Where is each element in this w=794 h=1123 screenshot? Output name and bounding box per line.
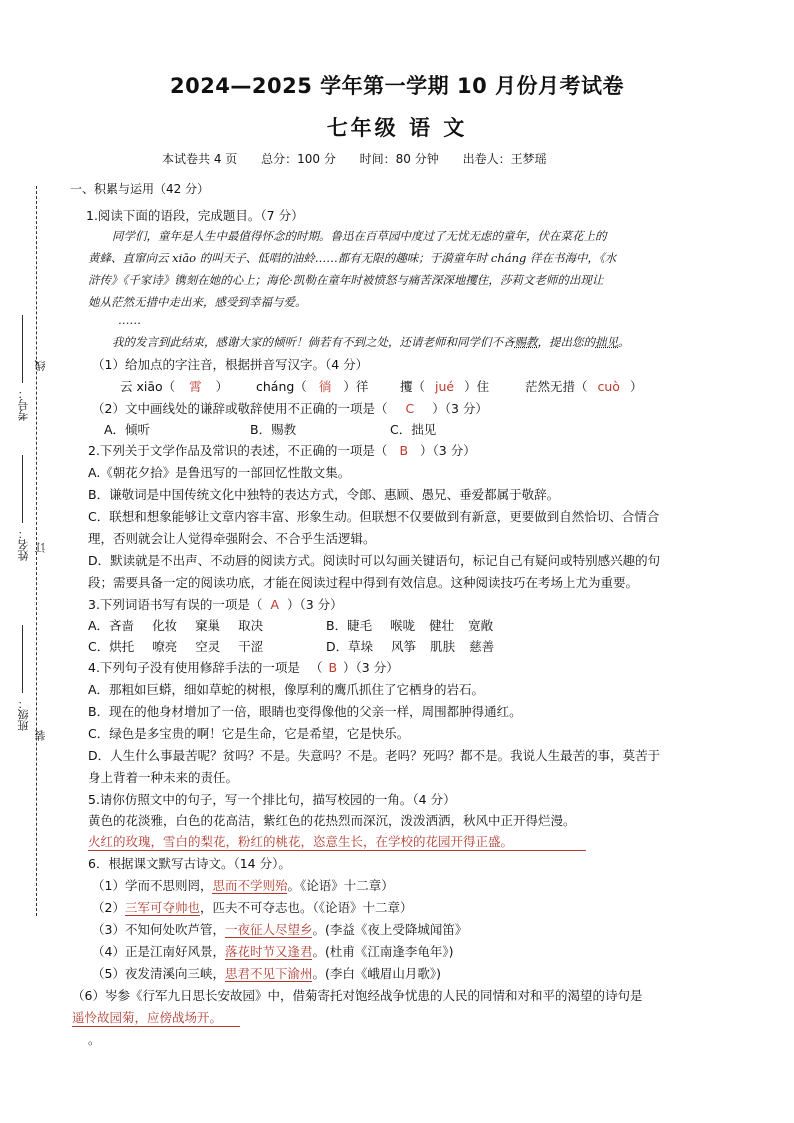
binding-zhuang: 装	[34, 730, 47, 741]
q6-line-6: （6）岑参《行军九日思长安故园》中，借菊寄托对饱经战争忧患的人民的同情和对和平的渴望的诗句是	[72, 988, 643, 1003]
answer-chang: 徜	[318, 379, 332, 394]
q1-passage-2: 黄蜂、直窜向云 xiāo 的叫天子、低唱的油蛉……都有无限的趣味；于漪童年时 cháng 徉在书海中，《水	[88, 251, 617, 265]
q1-option-c: C．拙见	[390, 422, 437, 437]
q6-line-1: （1）学而不思则罔，思而不学则殆。《论语》十二章）	[92, 878, 394, 893]
q1-ellipsis: ……	[118, 313, 141, 327]
answer-q6-2: 三军可夺帅也	[124, 900, 200, 915]
q3-option-d: D．草垛 风筝 肌肤 慈善	[326, 639, 495, 654]
q6-end-mark: 。	[88, 1032, 101, 1047]
q4-option-c: C．绿色是多宝贵的啊！它是生命，它是希望，它是快乐。	[88, 726, 410, 741]
page-count: 本试卷共 4 页	[162, 152, 238, 166]
q6-line-4: （4）正是江南好风景，落花时节又逢君。(杜甫《江南逢李龟年》)	[92, 944, 454, 959]
answer-xiao: 霄	[189, 379, 202, 394]
q6-line-2: （2）三军可夺帅也，匹夫不可夺志也。（《论语》十二章）	[92, 900, 413, 915]
exam-info	[162, 150, 567, 167]
pinyin-row-4: 茫然无措（ cuò ）	[525, 379, 643, 394]
q2-option-d-1: D．默读就是不出声、不动唇的阅读方式。阅读时可以勾画关键语句，标记自己有疑问或特别感兴趣的句	[88, 553, 661, 568]
answer-cuo: cuò	[597, 379, 620, 394]
section-heading: 一、积累与运用（42 分）	[70, 182, 210, 196]
q4-option-d-2: 身上背着一种未来的责任。	[88, 770, 239, 785]
q2-option-d-2: 段；需要具备一定的阅读功底，才能在阅读过程中得到有效信息。这种阅读技巧在考场上尤为重要。	[88, 575, 639, 590]
q2-option-a: A.《朝花夕拾》是鲁迅写的一部回忆性散文集。	[88, 465, 351, 480]
q5-stem: 5.请你仿照文中的句子，写一个排比句，描写校园的一角。（4 分）	[88, 792, 456, 807]
q6-line-5: （5）夜发清溪向三峡，思君不见下渝州。(李白《峨眉山月歌》)	[92, 966, 441, 981]
q3-option-c: C．烘托 嘹亮 空灵 干涩	[88, 639, 264, 654]
answer-q2: B	[399, 443, 409, 458]
q4-option-a: A．那粗如巨蟒，细如草蛇的树根，像厚利的鹰爪抓住了它栖身的岩石。	[88, 682, 485, 697]
q1-stem: 1.阅读下面的语段，完成题目。（7 分）	[86, 208, 304, 223]
q1-passage-3: 浒传》《千家诗》镌刻在她的心上；海伦·凯勒在童年时被愤怒与痛苦深深地攫住，莎莉文老师的出现让	[88, 273, 604, 287]
q1-passage-4: 她从茫然无措中走出来，感受到幸福与爱。	[88, 295, 307, 309]
underlined-cijiao: 赐教	[514, 335, 538, 349]
pinyin-row-3: 攫（ jué ）住	[400, 379, 490, 394]
q1-sub1: （1）给加点的字注音，根据拼音写汉字。（4 分）	[92, 357, 369, 372]
binding-xian: 线	[34, 360, 47, 371]
exam-subtitle: 七年级 语 文	[326, 116, 468, 140]
answer-q6-1: 思而不学则殆	[212, 878, 288, 893]
time-limit: 时间：80 分钟	[359, 152, 439, 166]
q6-stem: 6．根据课文默写古诗文。（14 分）。	[88, 856, 291, 871]
answer-q6-6: 遥怜故园菊，应傍战场开。	[72, 1008, 240, 1027]
answer-jue: jué	[435, 379, 455, 394]
label-xingming: 姓名：	[17, 528, 30, 561]
total-score: 总分：100 分	[261, 152, 336, 166]
exam-title: 2024—2025 学年第一学期 10 月份月考试卷	[169, 74, 625, 98]
pinyin-row-2: cháng（ 徜 ）徉	[256, 379, 369, 394]
answer-q3: A	[270, 597, 279, 612]
xingming-line	[22, 455, 23, 523]
label-kaohao: 考号：	[17, 388, 30, 421]
q3-stem: 3.下列词语书写有误的一项是（ A ）（3 分）	[88, 597, 343, 612]
q4-option-d-1: D．人生什么事最苦呢？贫吗？不是。失意吗？不是。老吗？死吗？都不是。我说人生最苦的事，莫苦于	[88, 748, 661, 763]
pinyin-row-1: 云 xiāo（ 霄 ）	[120, 379, 229, 394]
answer-q1-2: C	[405, 401, 415, 416]
answer-q4: B	[328, 660, 338, 675]
q3-option-a: A．吝啬 化妆 窠巢 取决	[88, 618, 264, 633]
q4-option-b: B．现在的他身材增加了一倍，眼睛也变得像他的父亲一样，周围都肿得通红。	[88, 704, 522, 719]
binding-ding: 订	[34, 542, 47, 553]
q1-sub2: （2）文中画线处的谦辞或敬辞使用不正确的一项是（ C ）（3 分）	[92, 401, 488, 416]
q4-stem: 4.下列句子没有使用修辞手法的一项是 （ B ）（3 分）	[88, 660, 399, 675]
answer-q6-3: 一夜征人尽望乡	[224, 922, 313, 937]
q5-example: 黄色的花淡雅，白色的花高洁，紫红色的花热烈而深沉，泼泼洒洒，秋风中正开得烂漫。	[88, 813, 576, 828]
q2-option-c-1: C．联想和想象能够让文章内容丰富、形象生动。但联想不仅要做到有新意，更要做到自然恰切、合情合	[88, 509, 660, 524]
q1-option-a: A．倾听	[104, 422, 151, 437]
banji-line	[22, 625, 23, 693]
answer-q6-5: 思君不见下渝州	[224, 966, 313, 981]
label-banji: 班级：	[17, 698, 30, 731]
q3-option-b: B．睫毛 喉咙 健壮 宽敞	[326, 618, 494, 633]
underlined-zhuojian: 拙见	[595, 335, 618, 349]
q5-answer: 火红的玫瑰，雪白的梨花，粉红的桃花，恣意生长，在学校的花园开得正盛。	[88, 832, 586, 851]
q2-option-c-2: 理，否则就会让人觉得牵强附会、不合乎生活逻辑。	[88, 531, 376, 546]
q2-option-b: B．谦敬词是中国传统文化中独特的表达方式，令郎、惠顾、愚兄、垂爱都属于敬辞。	[88, 487, 560, 502]
q1-option-b: B．赐教	[250, 422, 297, 437]
kaohao-line	[22, 315, 23, 383]
author: 出卷人：王梦瑶	[462, 152, 547, 166]
answer-q6-4: 落花时节又逢君	[224, 944, 313, 959]
q2-stem: 2.下列关于文学作品及常识的表述，不正确的一项是（ B ）（3 分）	[88, 443, 476, 458]
q1-passage-1: 同学们，童年是人生中最值得怀念的时期。鲁迅在百草园中度过了无忧无虑的童年，伏在菜花上的	[112, 229, 607, 243]
q6-line-3: （3）不知何处吹芦管，一夜征人尽望乡。(李益《夜上受降城闻笛》	[92, 922, 468, 937]
q1-passage-5: 我的发言到此结束，感谢大家的倾听！倘若有不到之处，还请老师和同学们不吝赐教，提出您的拙见。	[112, 335, 630, 349]
